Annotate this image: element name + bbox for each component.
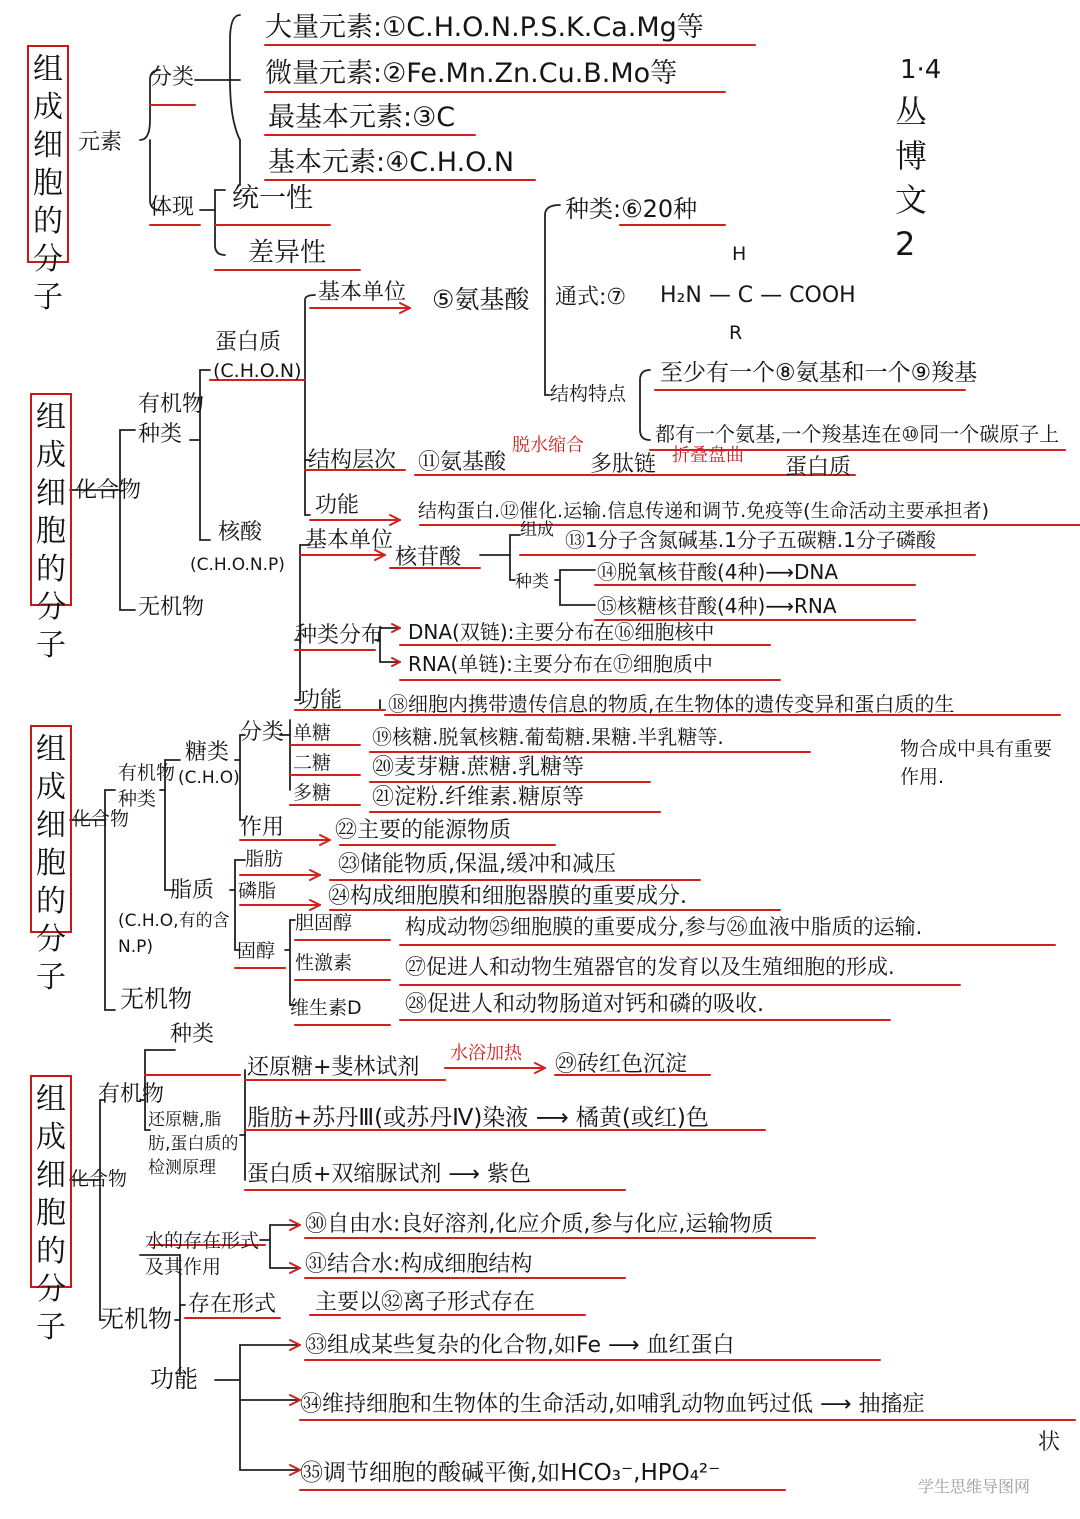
- s3-sex-hormone-text: ㉗促进人和动物生殖器官的发育以及生殖细胞的形成.: [405, 955, 895, 979]
- section3-title: 组成细胞的分子: [30, 725, 72, 933]
- s4-inorganic: 无机物: [100, 1305, 172, 1333]
- s2-hierarchy: 结构层次: [308, 448, 397, 473]
- s2-na-unit: 基本单位: [305, 528, 394, 553]
- s3-vitamin-d-text: ㉘促进人和动物肠道对钙和磷的吸收.: [405, 992, 764, 1017]
- section1-title: 组成细胞的分子: [27, 45, 69, 263]
- s2-feature2: 都有一个氨基,一个羧基连在⑩同一个碳原子上: [655, 422, 1060, 446]
- s2-nucleic-acid: 核酸: [218, 520, 263, 545]
- s3-di: 二糖: [293, 752, 332, 774]
- s4-func1: ㉝组成某些复杂的化合物,如Fe ⟶ 血红蛋白: [305, 1333, 735, 1358]
- s2-na-function-text: ⑱细胞内携带遗传信息的物质,在生物体的遗传变异和蛋白质的生: [388, 692, 955, 716]
- s1-embody: 体现: [150, 195, 195, 220]
- s1-basic-elements: 基本元素:④C.H.O.N: [268, 147, 515, 178]
- signature-name: 丛博文2: [895, 93, 928, 263]
- s2-polypeptide: 多肽链: [590, 452, 657, 477]
- s3-sugar-role-text: ㉒主要的能源物质: [335, 818, 512, 843]
- s4-test1-a: 还原糖+斐林试剂: [247, 1055, 420, 1080]
- s3-inorganic: 无机物: [120, 985, 192, 1013]
- s4-bound-water: ㉛结合水:构成细胞结构: [305, 1252, 533, 1277]
- s3-lipid-elements: (C.H.O,有的含N.P): [118, 911, 230, 957]
- s2-nucleotide: 核苷酸: [395, 545, 462, 570]
- s2-distribution: 种类分布: [295, 623, 384, 648]
- s4-test2: 脂肪+苏丹Ⅲ(或苏丹Ⅳ)染液 ⟶ 橘黄(或红)色: [247, 1105, 709, 1131]
- s1-diversity: 差异性: [248, 238, 327, 268]
- s4-water-bath: 水浴加热: [450, 1043, 522, 1064]
- s2-protein-end: 蛋白质: [785, 455, 852, 480]
- s2-hierarchy-aa: ⑪氨基酸: [418, 450, 507, 475]
- section2-title: 组成细胞的分子: [30, 393, 72, 606]
- s4-func2-tail: 状: [1038, 1430, 1061, 1455]
- s3-classification: 分类: [240, 720, 285, 745]
- section4-title: 组成细胞的分子: [30, 1075, 72, 1288]
- s2-function: 功能: [315, 493, 360, 518]
- s2-protein-elements: (C.H.O.N): [213, 360, 302, 382]
- s3-poly-text: ㉑淀粉.纤维素.糖原等: [372, 785, 584, 810]
- s3-fat: 脂肪: [245, 848, 284, 870]
- s2-rna-nucleotide: ⑮核糖核苷酸(4种)⟶RNA: [597, 594, 837, 618]
- s1-trace-elements: 微量元素:②Fe.Mn.Zn.Cu.B.Mo等: [265, 58, 678, 89]
- s3-poly: 多糖: [293, 782, 332, 804]
- s2-folding: 折叠盘曲: [672, 445, 744, 466]
- s2-na-function-text2: 物合成中具有重要作用.: [900, 738, 1053, 788]
- s4-free-water: ㉚自由水:良好溶剂,化应介质,参与化应,运输物质: [305, 1212, 774, 1237]
- s2-basic-unit: 基本单位: [318, 280, 407, 305]
- s3-vitamin-d: 维生素D: [290, 997, 362, 1019]
- s2-composition-text: ⑬1分子含氮碱基.1分子五碳糖.1分子磷酸: [565, 528, 936, 552]
- s4-function: 功能: [150, 1365, 198, 1393]
- s4-organic: 有机物: [98, 1082, 165, 1107]
- s3-di-text: ⑳麦芽糖.蔗糖.乳糖等: [372, 755, 584, 780]
- s4-root-compounds: 化合物: [70, 1168, 128, 1190]
- s4-detection: 还原糖,脂肪,蛋白质的检测原理: [148, 1110, 239, 1178]
- s3-sugar-elements: (C.H.O): [178, 768, 240, 788]
- s4-test1-b: ㉙砖红色沉淀: [555, 1052, 688, 1077]
- s3-fat-text: ㉓储能物质,保温,缓冲和减压: [338, 852, 616, 877]
- s2-function-text: 结构蛋白.⑫催化.运输.信息传递和调节.免疫等(生命活动主要承担者): [418, 500, 989, 522]
- s2-formula-h: H: [732, 243, 747, 265]
- s3-phospholipid-text: ㉔构成细胞膜和细胞器膜的重要成分.: [328, 884, 687, 909]
- s2-na-kinds: 种类: [515, 572, 549, 592]
- s4-test3: 蛋白质+双缩脲试剂 ⟶ 紫色: [247, 1162, 531, 1187]
- s2-formula-main: H₂N — C — COOH: [660, 283, 856, 308]
- s1-major-elements: 大量元素:①C.H.O.N.P.S.K.Ca.Mg等: [265, 12, 704, 43]
- signature-number: 1·4: [900, 55, 942, 85]
- s2-inorganic: 无机物: [138, 595, 205, 620]
- s1-root-elements: 元素: [78, 130, 123, 155]
- s3-sterol: 固醇: [237, 940, 276, 962]
- s3-phospholipid: 磷脂: [238, 880, 277, 902]
- s2-na-function: 功能: [298, 688, 343, 713]
- s4-kinds: 种类: [170, 1022, 215, 1047]
- s3-sex-hormone: 性激素: [295, 952, 353, 974]
- s2-formula-r: R: [729, 322, 743, 344]
- s4-func3: ㉟调节细胞的酸碱平衡,如HCO₃⁻,HPO₄²⁻: [300, 1460, 721, 1486]
- s3-sugar: 糖类: [185, 740, 230, 765]
- s3-mono-text: ⑲核糖.脱氧核糖.葡萄糖.果糖.半乳糖等.: [372, 725, 724, 749]
- s2-dehydration: 脱水缩合: [512, 435, 584, 456]
- s3-lipid: 脂质: [170, 878, 215, 903]
- s1-most-basic-element: 最基本元素:③C: [268, 102, 456, 133]
- s4-existence: 存在形式: [188, 1292, 277, 1317]
- s2-kinds: 种类:⑥20种: [565, 195, 698, 223]
- s2-root-compounds: 化合物: [75, 478, 142, 503]
- s2-feature1: 至少有一个⑧氨基和一个⑨羧基: [660, 360, 978, 386]
- s4-func2: ㉞维持细胞和生物体的生命活动,如哺乳动物血钙过低 ⟶ 抽搐症: [300, 1392, 925, 1417]
- s2-protein: 蛋白质: [215, 330, 282, 355]
- s2-nucleic-elements: (C.H.O.N.P): [190, 555, 285, 575]
- s3-root-compounds: 化合物: [72, 808, 130, 830]
- s3-sugar-role: 作用: [240, 815, 285, 840]
- s2-amino-acid: ⑤氨基酸: [432, 285, 530, 314]
- s2-composition: 组成: [520, 520, 554, 540]
- s3-mono: 单糖: [293, 722, 332, 744]
- s2-dna-nucleotide: ⑭脱氧核苷酸(4种)⟶DNA: [597, 560, 839, 584]
- s1-unity: 统一性: [232, 183, 313, 214]
- s2-rna-distribution: RNA(单链):主要分布在⑰细胞质中: [408, 652, 713, 676]
- s3-organic-kinds: 有机物种类: [118, 762, 176, 810]
- s2-structure-feature: 结构特点: [550, 383, 627, 405]
- s4-existence-text: 主要以㉜离子形式存在: [315, 1290, 536, 1315]
- watermark: 学生思维导图网: [918, 1477, 1031, 1496]
- s2-dna-distribution: DNA(双链):主要分布在⑯细胞核中: [408, 620, 715, 644]
- s3-cholesterol-text: 构成动物㉕细胞膜的重要成分,参与㉖血液中脂质的运输.: [405, 915, 923, 939]
- s1-classification: 分类: [150, 65, 195, 90]
- s4-water-forms: 水的存在形式及其作用: [145, 1230, 260, 1278]
- s3-cholesterol: 胆固醇: [295, 912, 353, 934]
- s2-formula-label: 通式:⑦: [555, 285, 627, 310]
- s2-organic-kinds: 有机物种类: [138, 392, 205, 447]
